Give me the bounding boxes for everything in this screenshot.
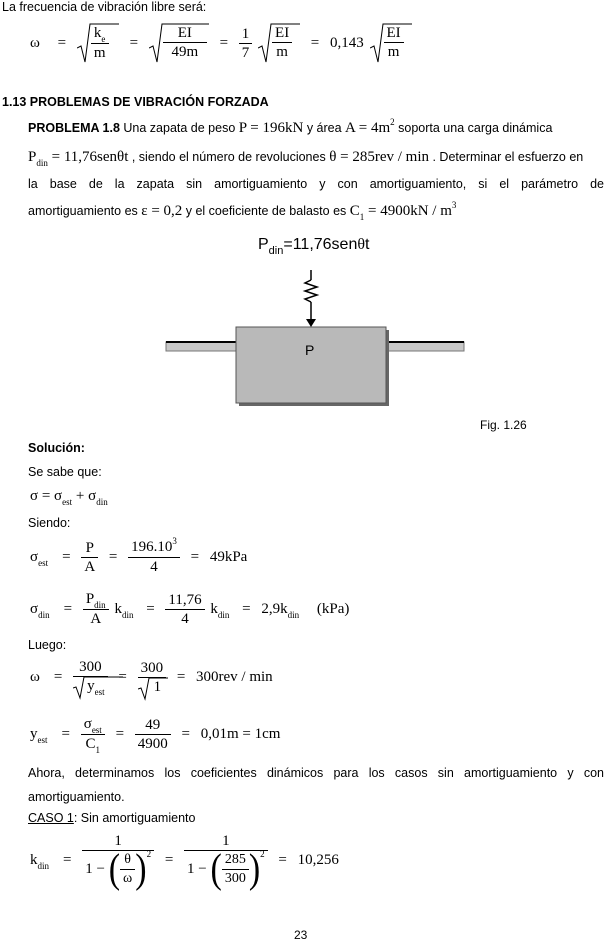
y-est-formula: $y_{est}$ = $\frac{\sigma_{est}}{C_1}$ = $\frac{49}{4900}$ = 0,01m = 1cm: [30, 716, 281, 755]
block-label: P: [305, 342, 315, 358]
foundation-diagram: [0, 230, 606, 430]
omega-result-formula: ω = $\frac{300}{y_{est}}$ = $\frac{300}{1}$ = 300rev / min: [30, 659, 273, 697]
load-label: $P_{din}=11,76sen\theta t$: [258, 236, 370, 257]
footing-block: [236, 327, 386, 403]
sigma-din-formula: $\sigma_{din}$ = $\frac{P_{din}}{A}$ $k_{din}$ = $\frac{11,76}{4}$ $k_{din} = 2,9k_{din}$ (kPa): [30, 591, 350, 627]
arrow-head: [306, 319, 316, 327]
omega-formula: ω = $\frac{k_e}{m}$ = $\frac{EI}{49m}$ = $\frac{1}{7}$ $\frac{EI}{m}$ = 0,143 $\frac{EI}{m}$: [30, 22, 412, 68]
section-title: 1.13 PROBLEMAS DE VIBRACIÓN FORZADA: [2, 95, 269, 109]
ground-right: [388, 342, 464, 351]
paragraph-line-2: amortiguamiento.: [28, 790, 125, 804]
sigma-est-formula: $\sigma_{est}$ = $\frac{P}{A}$ = $\frac{196.10^3}{4}$ = 49kPa: [30, 536, 248, 575]
figure-caption: Fig. 1.26: [480, 418, 527, 432]
luego-text: Luego:: [28, 638, 67, 652]
sqrt-2: $\frac{EI}{49m}$: [149, 22, 209, 64]
intro-text: La frecuencia de vibración libre será:: [2, 0, 207, 14]
case-1-heading: CASO 1: Sin amortiguamiento: [28, 811, 196, 825]
page-number: 23: [294, 928, 308, 942]
ground-left: [166, 342, 238, 351]
sqrt-4: $\frac{EI}{m}$: [370, 22, 412, 64]
k-din-formula: $k_{din}$ = 1 1 − ( $\frac{\theta}{\omega}$ )$^2$ = 1 1 − ( $\frac{285}{300}$ )$^2$ = 10,256: [30, 833, 339, 892]
figure-1-26: [0, 230, 606, 430]
sqrt-3: $\frac{EI}{m}$: [258, 22, 300, 64]
spring: [305, 280, 317, 302]
paragraph-line-1: Ahora, determinamos los coeficientes dinámicos para los casos sin amortiguamiento y con: [28, 766, 604, 780]
problem-label: PROBLEMA 1.8: [28, 121, 120, 135]
solution-title: Solución:: [28, 441, 85, 455]
problem-line-1: PROBLEMA 1.8 Una zapata de peso P = 196kN y área $A = 4m^2$ soporta una carga dinámica: [28, 117, 553, 136]
problem-line-4: amortiguamiento es ε = 0,2 y el coeficiente de balasto es $C_1 = 4900kN / m^3$: [28, 200, 457, 222]
sqrt-1: $\frac{k_e}{m}$: [77, 22, 119, 64]
siendo-text: Siendo:: [28, 516, 71, 530]
omega-symbol: ω: [30, 34, 40, 51]
se-sabe-text: Se sabe que:: [28, 465, 102, 479]
problem-line-3: la base de la zapata sin amortiguamiento y con amortiguamiento, si el parámetro de: [28, 177, 604, 191]
problem-line-2: $P_{din} = 11,76sen\theta t$ , siendo el número de revoluciones θ = 285rev / min . Determinar el esfuerzo en: [28, 149, 584, 168]
sigma-sum-formula: $\sigma = \sigma_{est} + \sigma_{din}$: [30, 488, 108, 507]
